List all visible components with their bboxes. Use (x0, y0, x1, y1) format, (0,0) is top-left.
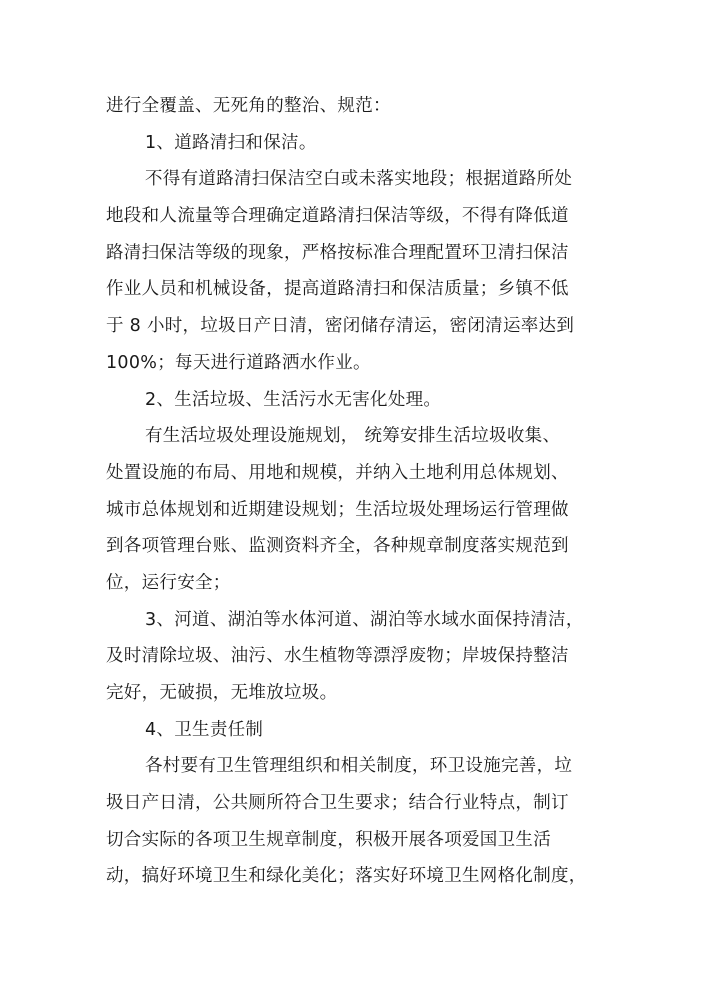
text-line: 城市总体规划和近期建设规划；生活垃圾处理场运行管理做 (106, 499, 569, 520)
text-line: 完好，无破损，无堆放垃圾。 (106, 683, 338, 703)
text-line: 作业人员和机械设备，提高道路清扫和保洁质量；乡镇不低 (106, 279, 569, 300)
text-line: 切合实际的各项卫生规章制度，积极开展各项爱国卫生活 (106, 829, 551, 850)
text-line: 动，搞好环境卫生和绿化美化；落实好环境卫生网格化制度， (106, 866, 587, 887)
text-line: 100%；每天进行道路洒水作业。 (106, 352, 371, 373)
section-heading: 3、河道、湖泊等水体河道、湖泊等水域水面保持清洁， (145, 609, 584, 630)
section-heading: 1、道路清扫和保洁。 (145, 132, 317, 153)
section-heading: 2、生活垃圾、生活污水无害化处理。 (145, 389, 442, 410)
text-line: 于 8 小时，垃圾日产日清，密闭储存清运，密闭清运率达到 (106, 316, 575, 337)
text-line: 有生活垃圾处理设施规划， 统筹安排生活垃圾收集、 (145, 426, 561, 447)
text-line: 处置设施的布局、用地和规模，并纳入土地利用总体规划、 (106, 462, 569, 483)
text-line: 地段和人流量等合理确定道路清扫保洁等级，不得有降低道 (106, 206, 569, 227)
text-line: 各村要有卫生管理组织和相关制度，环卫设施完善，垃 (145, 756, 573, 777)
text-line: 到各项管理台账、监测资料齐全，各种规章制度落实规范到 (106, 536, 569, 557)
text-line: 不得有道路清扫保洁空白或未落实地段；根据道路所处 (145, 169, 573, 190)
text-line: 进行全覆盖、无死角的整治、规范： (106, 96, 391, 116)
text-line: 位，运行安全； (106, 572, 231, 593)
section-heading: 4、卫生责任制 (145, 719, 264, 740)
text-line: 路清扫保洁等级的现象，严格按标准合理配置环卫清扫保洁 (106, 242, 569, 263)
text-line: 及时清除垃圾、油污、水生植物等漂浮废物；岸坡保持整洁 (106, 646, 569, 667)
text-line: 圾日产日清，公共厕所符合卫生要求；结合行业特点，制订 (106, 793, 569, 814)
document-body (106, 88, 602, 895)
